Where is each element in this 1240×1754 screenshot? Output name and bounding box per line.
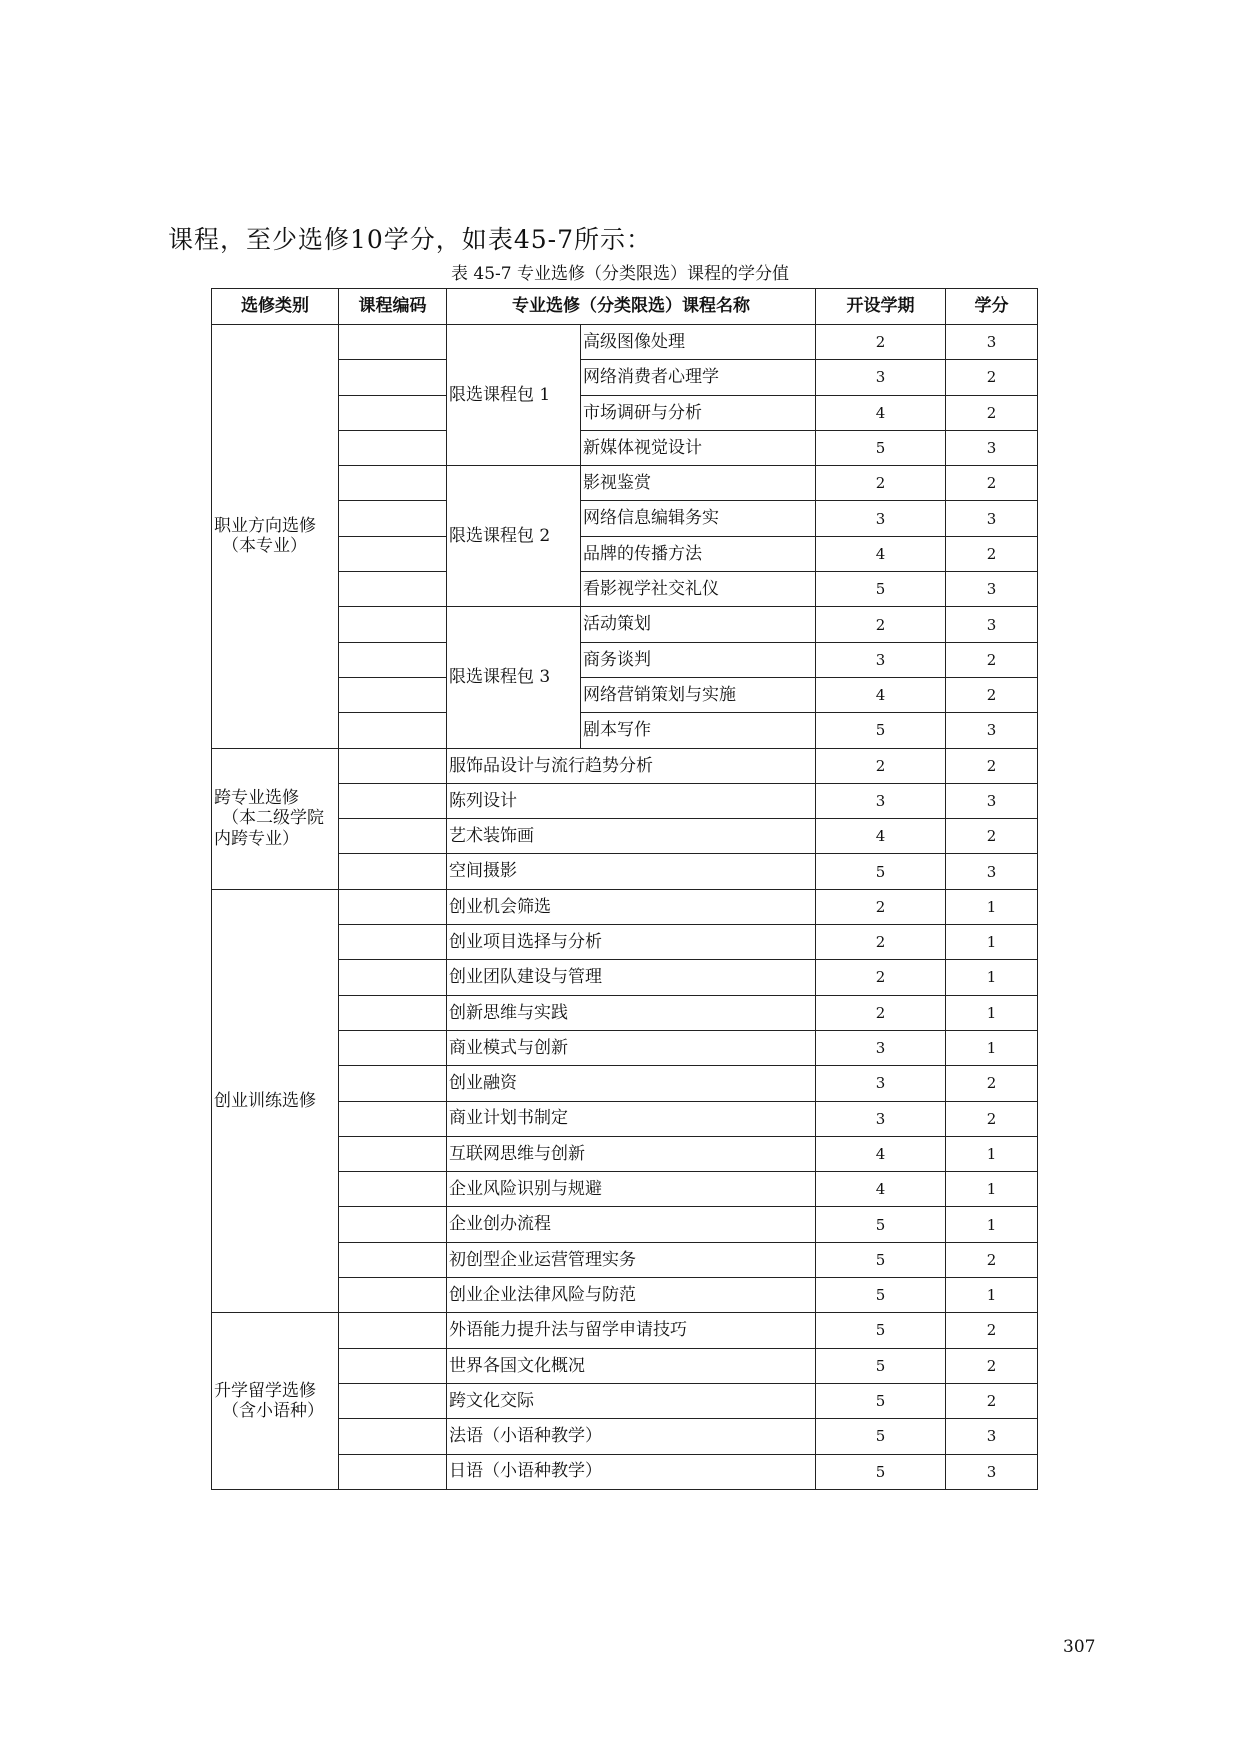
course-name-cell: 企业创办流程 [447,1207,816,1242]
credit-cell: 1 [946,960,1038,995]
course-code-cell [339,325,447,360]
table-row [212,1313,1038,1348]
credit-cell: 2 [946,819,1038,854]
course-name-cell: 创业融资 [447,1066,816,1101]
elective-credit-table [211,288,1038,1490]
credit-cell: 2 [946,395,1038,430]
table-header-row [212,289,1038,325]
course-name-cell: 日语（小语种教学） [447,1454,816,1489]
credit-cell: 2 [946,1066,1038,1101]
semester-cell: 3 [816,783,946,818]
course-code-cell [339,783,447,818]
credit-cell: 3 [946,854,1038,889]
semester-cell: 2 [816,607,946,642]
course-name-cell: 创业机会筛选 [447,889,816,924]
category-line: 职业方向选修 [214,515,316,536]
semester-cell: 5 [816,1313,946,1348]
course-code-cell [339,1207,447,1242]
semester-cell: 5 [816,430,946,465]
credit-cell: 1 [946,1172,1038,1207]
credit-cell: 2 [946,677,1038,712]
credit-cell: 1 [946,1207,1038,1242]
semester-cell: 3 [816,501,946,536]
header-credit: 学分 [946,289,1038,325]
category-cell [212,889,339,1313]
course-code-cell [339,395,447,430]
credit-cell: 2 [946,1313,1038,1348]
course-code-cell [339,819,447,854]
course-name-cell: 创业企业法律风险与防范 [447,1278,816,1313]
credit-cell: 1 [946,889,1038,924]
course-name-cell: 创业项目选择与分析 [447,925,816,960]
course-name-cell: 新媒体视觉设计 [581,430,816,465]
course-name-cell: 网络营销策划与实施 [581,677,816,712]
credit-cell: 2 [946,1242,1038,1277]
course-name-cell: 跨文化交际 [447,1383,816,1418]
course-code-cell [339,748,447,783]
semester-cell: 2 [816,748,946,783]
credit-cell: 3 [946,501,1038,536]
course-name-cell: 品牌的传播方法 [581,536,816,571]
credit-cell: 3 [946,713,1038,748]
package-cell: 限选课程包 3 [447,607,581,748]
course-name-cell: 高级图像处理 [581,325,816,360]
package-cell: 限选课程包 1 [447,325,581,466]
semester-cell: 5 [816,1278,946,1313]
course-name-cell: 市场调研与分析 [581,395,816,430]
course-code-cell [339,1066,447,1101]
semester-cell: 5 [816,572,946,607]
course-name-cell: 初创型企业运营管理实务 [447,1242,816,1277]
semester-cell: 5 [816,1383,946,1418]
credit-cell: 3 [946,430,1038,465]
course-code-cell [339,501,447,536]
semester-cell: 4 [816,1172,946,1207]
credit-cell: 1 [946,995,1038,1030]
course-code-cell [339,677,447,712]
course-name-cell: 剧本写作 [581,713,816,748]
course-name-cell: 服饰品设计与流行趋势分析 [447,748,816,783]
course-code-cell [339,1172,447,1207]
course-code-cell [339,360,447,395]
course-code-cell [339,1419,447,1454]
header-code: 课程编码 [339,289,447,325]
semester-cell: 3 [816,1066,946,1101]
course-name-cell: 世界各国文化概况 [447,1348,816,1383]
category-line: （含小语种） [222,1401,324,1422]
course-code-cell [339,1242,447,1277]
course-name-cell: 艺术装饰画 [447,819,816,854]
course-code-cell [339,1313,447,1348]
category-line: 跨专业选修 [214,788,299,809]
course-code-cell [339,430,447,465]
credit-cell: 1 [946,1278,1038,1313]
course-name-cell: 创新思维与实践 [447,995,816,1030]
semester-cell: 5 [816,713,946,748]
semester-cell: 5 [816,1454,946,1489]
course-code-cell [339,995,447,1030]
credit-cell: 3 [946,572,1038,607]
category-cell [212,325,339,749]
category-cell [212,1313,339,1489]
credit-cell: 2 [946,1383,1038,1418]
page-number: 307 [1063,1637,1096,1657]
course-code-cell [339,536,447,571]
course-code-cell [339,607,447,642]
credit-cell: 2 [946,360,1038,395]
semester-cell: 3 [816,360,946,395]
course-code-cell [339,1454,447,1489]
credit-cell: 2 [946,748,1038,783]
course-name-cell: 法语（小语种教学） [447,1419,816,1454]
course-name-cell: 活动策划 [581,607,816,642]
semester-cell: 3 [816,642,946,677]
semester-cell: 2 [816,995,946,1030]
semester-cell: 5 [816,1242,946,1277]
course-code-cell [339,642,447,677]
credit-cell: 3 [946,607,1038,642]
credit-cell: 3 [946,1419,1038,1454]
course-code-cell [339,713,447,748]
semester-cell: 3 [816,1101,946,1136]
semester-cell: 4 [816,1136,946,1171]
credit-cell: 2 [946,466,1038,501]
semester-cell: 4 [816,536,946,571]
category-line: 创业训练选修 [214,1090,316,1111]
course-name-cell: 看影视学社交礼仪 [581,572,816,607]
course-name-cell: 外语能力提升法与留学申请技巧 [447,1313,816,1348]
semester-cell: 4 [816,677,946,712]
header-semester: 开设学期 [816,289,946,325]
course-code-cell [339,1030,447,1065]
course-code-cell [339,1101,447,1136]
credit-cell: 1 [946,1136,1038,1171]
credit-cell: 2 [946,1101,1038,1136]
credit-cell: 3 [946,783,1038,818]
semester-cell: 2 [816,466,946,501]
course-name-cell: 商务谈判 [581,642,816,677]
table-caption: 表 45-7 专业选修（分类限选）课程的学分值 [451,264,789,284]
course-code-cell [339,1136,447,1171]
table-row [212,325,1038,360]
credit-cell: 1 [946,925,1038,960]
credit-cell: 2 [946,1348,1038,1383]
credit-cell: 3 [946,325,1038,360]
category-line: 升学留学选修 [214,1380,316,1401]
semester-cell: 5 [816,1207,946,1242]
course-code-cell [339,925,447,960]
course-code-cell [339,1383,447,1418]
intro-text: 课程，至少选修10学分，如表45-7所示： [168,225,652,254]
course-name-cell: 影视鉴赏 [581,466,816,501]
course-name-cell: 互联网思维与创新 [447,1136,816,1171]
semester-cell: 5 [816,1348,946,1383]
semester-cell: 3 [816,1030,946,1065]
course-name-cell: 网络消费者心理学 [581,360,816,395]
course-name-cell: 企业风险识别与规避 [447,1172,816,1207]
category-line: （本二级学院 [222,808,324,829]
course-code-cell [339,889,447,924]
semester-cell: 2 [816,889,946,924]
semester-cell: 5 [816,854,946,889]
table-row [212,748,1038,783]
course-name-cell: 空间摄影 [447,854,816,889]
course-code-cell [339,1278,447,1313]
semester-cell: 4 [816,819,946,854]
header-course-name: 专业选修（分类限选）课程名称 [447,289,816,325]
category-line: （本专业） [222,536,307,557]
package-cell: 限选课程包 2 [447,466,581,607]
credit-cell: 2 [946,536,1038,571]
semester-cell: 2 [816,925,946,960]
course-name-cell: 网络信息编辑务实 [581,501,816,536]
credit-cell: 3 [946,1454,1038,1489]
course-name-cell: 商业模式与创新 [447,1030,816,1065]
category-line: 内跨专业） [214,828,299,849]
course-name-cell: 陈列设计 [447,783,816,818]
course-name-cell: 商业计划书制定 [447,1101,816,1136]
category-cell [212,748,339,889]
course-code-cell [339,572,447,607]
course-name-cell: 创业团队建设与管理 [447,960,816,995]
course-code-cell [339,854,447,889]
semester-cell: 2 [816,960,946,995]
course-code-cell [339,960,447,995]
semester-cell: 2 [816,325,946,360]
header-category: 选修类别 [212,289,339,325]
semester-cell: 5 [816,1419,946,1454]
course-code-cell [339,1348,447,1383]
semester-cell: 4 [816,395,946,430]
table-row [212,889,1038,924]
course-code-cell [339,466,447,501]
credit-cell: 1 [946,1030,1038,1065]
credit-cell: 2 [946,642,1038,677]
